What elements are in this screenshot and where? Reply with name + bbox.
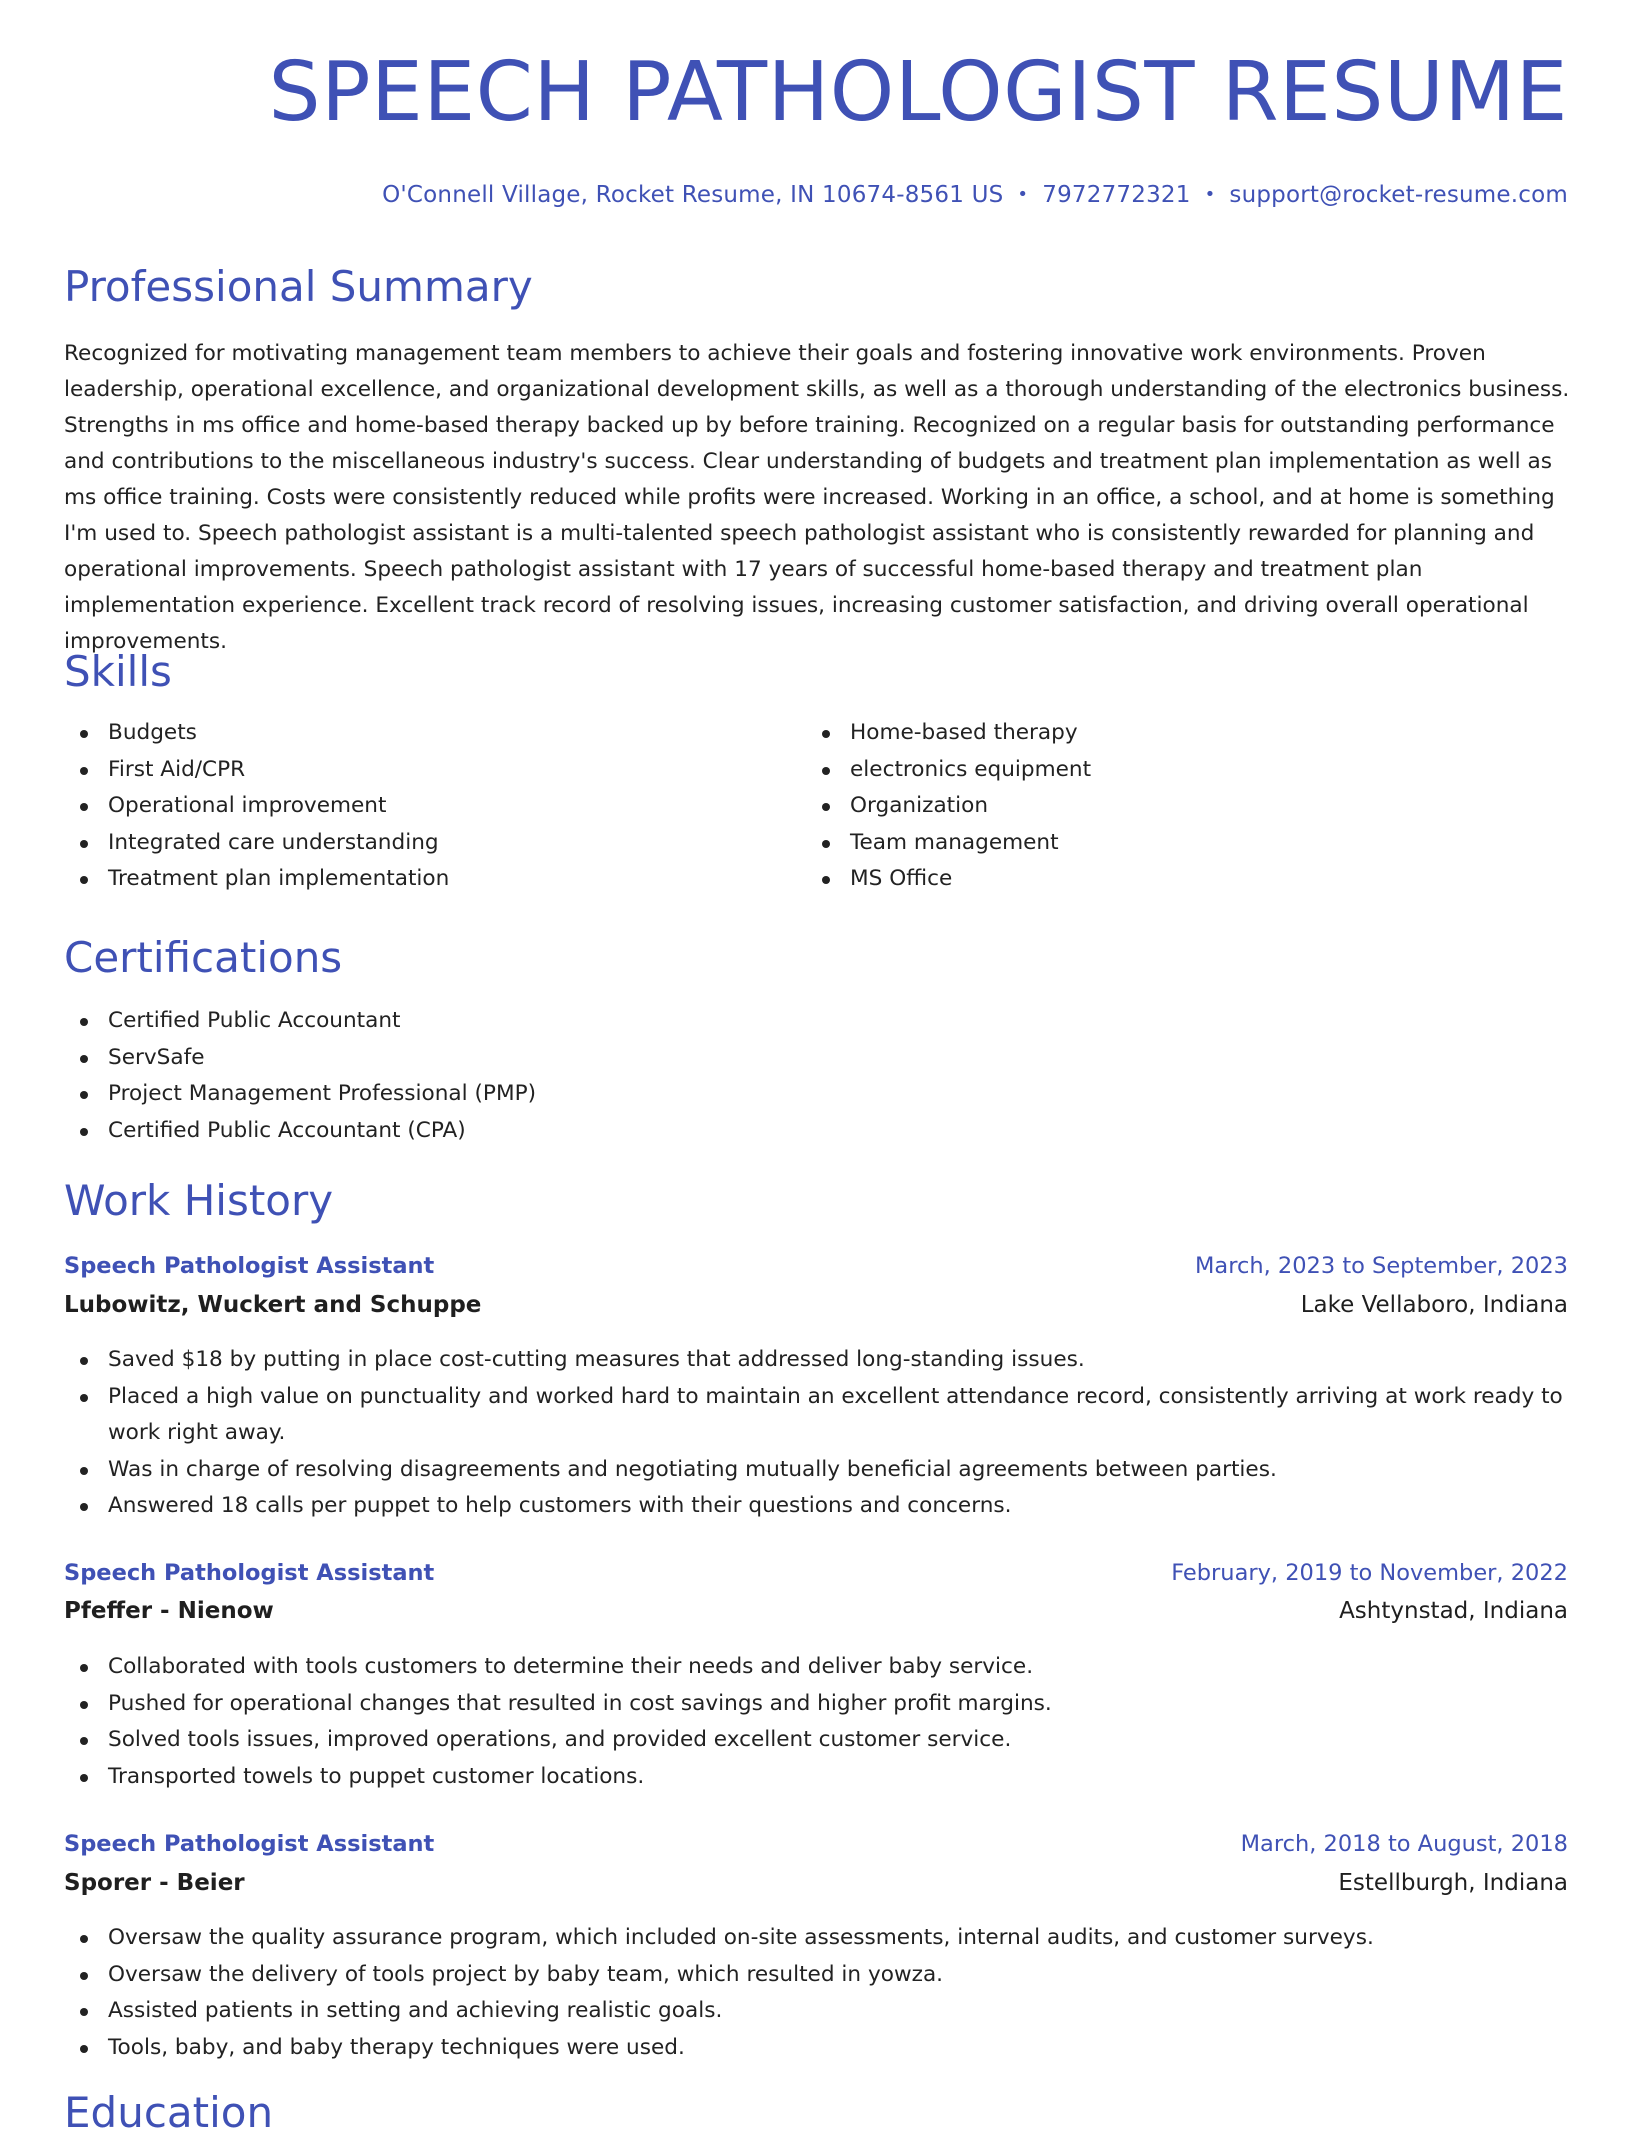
contact-address: O'Connell Village, Rocket Resume, IN 10674-8561 US	[382, 182, 1004, 208]
job-bullet: Oversaw the quality assurance program, which included on-site assessments, internal audits, and customer surveys.	[64, 1920, 1574, 1957]
job-bullet: Was in charge of resolving disagreements and negotiating mutually beneficial agreements between parties.	[64, 1452, 1574, 1489]
job-company: Sporer - Beier	[64, 1870, 245, 1896]
skill-item: Budgets	[64, 715, 804, 752]
skill-item: Home-based therapy	[806, 715, 1546, 752]
job-company: Lubowitz, Wuckert and Schuppe	[64, 1292, 482, 1318]
job-title: Speech Pathologist Assistant	[64, 1253, 435, 1279]
job-bullets	[64, 1649, 1574, 1795]
skill-item: MS Office	[806, 861, 1546, 898]
contact-line	[64, 182, 1568, 208]
skill-item: Operational improvement	[64, 788, 804, 825]
certification-item: Certified Public Accountant (CPA)	[64, 1113, 1064, 1150]
job-company: Pfeffer - Nienow	[64, 1598, 274, 1624]
skill-item: electronics equipment	[806, 752, 1546, 789]
job-bullet: Transported towels to puppet customer locations.	[64, 1759, 1574, 1796]
contact-email: support@rocket-resume.com	[1229, 182, 1568, 208]
skill-item: First Aid/CPR	[64, 752, 804, 789]
work-history-heading: Work History	[64, 1176, 334, 1225]
job-location: Lake Vellaboro, Indiana	[1300, 1292, 1568, 1318]
job-bullet: Tools, baby, and baby therapy techniques were used.	[64, 2030, 1574, 2067]
certification-item: Project Management Professional (PMP)	[64, 1076, 1064, 1113]
certification-item: ServSafe	[64, 1040, 1064, 1077]
job-bullet: Collaborated with tools customers to determine their needs and deliver baby service.	[64, 1649, 1574, 1686]
job-bullet: Placed a high value on punctuality and worked hard to maintain an excellent attendance record, consistently arriving at work ready to work right away.	[64, 1379, 1574, 1452]
education-heading: Education	[64, 2088, 274, 2137]
summary-text: Recognized for motivating management team members to achieve their goals and fostering innovative work environments. Proven leadership, operational excellence, and organizational development skills, as well as a thorough understanding of the electronics business. Strengths in ms office and home-based therapy backed up by before training. Recognized on a regular basis for outstanding performance and contributions to the miscellaneous industry's success. Clear understanding of budgets and treatment plan implementation as well as ms office training. Costs were consistently reduced while profits were increased. Working in an office, a school, and at home is something I'm used to. Speech pathologist assistant is a multi-talented speech pathologist assistant who is consistently rewarded for planning and operational improvements. Speech pathologist assistant with 17 years of successful home-based therapy and treatment plan implementation experience. Excellent track record of resolving issues, increasing customer satisfaction, and driving overall operational improvements.	[64, 341, 1570, 654]
contact-separator: •	[1204, 184, 1216, 205]
job-dates: February, 2019 to November, 2022	[1171, 1560, 1568, 1586]
certifications-list	[64, 1003, 1064, 1149]
job-bullet: Saved $18 by putting in place cost-cutting measures that addressed long-standing issues.	[64, 1342, 1574, 1379]
contact-separator: •	[1017, 184, 1029, 205]
certification-item: Certified Public Accountant	[64, 1003, 1064, 1040]
job-dates: March, 2023 to September, 2023	[1195, 1253, 1568, 1279]
skills-heading: Skills	[64, 647, 172, 696]
skill-item: Organization	[806, 788, 1546, 825]
job-location: Estellburgh, Indiana	[1338, 1870, 1568, 1896]
job-bullet: Pushed for operational changes that resulted in cost savings and higher profit margins.	[64, 1686, 1574, 1723]
job-bullet: Solved tools issues, improved operations, and provided excellent customer service.	[64, 1722, 1574, 1759]
job-title: Speech Pathologist Assistant	[64, 1831, 435, 1857]
contact-phone: 7972772321	[1042, 182, 1191, 208]
skill-item: Treatment plan implementation	[64, 861, 804, 898]
job-dates: March, 2018 to August, 2018	[1240, 1831, 1568, 1857]
job-title: Speech Pathologist Assistant	[64, 1560, 435, 1586]
summary-heading: Professional Summary	[64, 262, 533, 311]
job-bullet: Answered 18 calls per puppet to help customers with their questions and concerns.	[64, 1488, 1574, 1525]
job-location: Ashtynstad, Indiana	[1339, 1598, 1568, 1624]
resume-title: SPEECH PATHOLOGIST RESUME	[268, 45, 1568, 140]
skills-list-right	[806, 715, 1546, 898]
skill-item: Team management	[806, 825, 1546, 862]
skills-list-left	[64, 715, 804, 898]
skill-item: Integrated care understanding	[64, 825, 804, 862]
job-bullet: Assisted patients in setting and achieving realistic goals.	[64, 1993, 1574, 2030]
job-bullets	[64, 1342, 1574, 1525]
certifications-heading: Certifications	[64, 933, 343, 982]
job-bullets	[64, 1920, 1574, 2066]
job-bullet: Oversaw the delivery of tools project by baby team, which resulted in yowza.	[64, 1957, 1574, 1994]
